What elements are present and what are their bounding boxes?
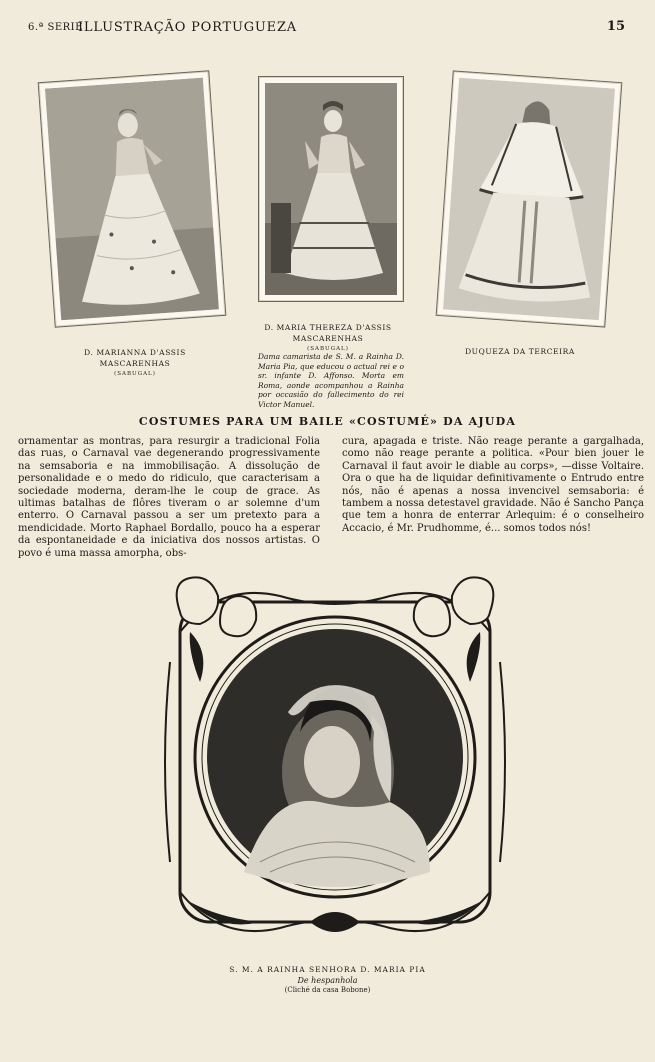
caption-marianna: [60, 347, 210, 380]
caption-maria-thereza: [240, 322, 416, 355]
caption-note: Dama camarista de S. M. a Rainha D. Maria Pia, que educou o actual rei e o sr. infante D. Affonso. Morta em Roma, aonde acompanhou a Rainha por occasião do fallecimento do rei Victor Manuel.: [258, 352, 404, 409]
figure-illustration: [45, 78, 219, 320]
caption-sub: (SABUGAL): [114, 371, 156, 377]
magazine-title: ILLUSTRAÇÃO PORTUGUEZA: [78, 20, 297, 35]
photo-maria-thereza: [258, 76, 404, 302]
figure-illustration: [443, 78, 615, 320]
photo-marianna: [38, 70, 227, 327]
portrait-subcaption: De hespanhola: [297, 976, 358, 985]
section-title: COSTUMES PARA UM BAILE «COSTUMÉ» DA AJUDA: [138, 415, 517, 428]
caption-name-2: MASCARENHAS: [292, 334, 364, 343]
article-column-1: ornamentar as montras, para resurgir a tradicional Folia das ruas, o Carnaval vae degenerando progressivamente na semsaboria e na immobilisação. A dissolução de personalidade e o medo do ridiculo, que caracterisam a sociedade moderna, deram-lhe le coup de grace. As ultimas batalhas de flôres tiveram o ar solemne d'um enterro. O Carnaval passou a ser um pretexto para a mendicidade. Morto Raphael Bordallo, pouco ha a esperar da espontaneidade e da iniciativa dos nossos artistas. O povo é uma massa amorpha, obs-: [18, 436, 320, 559]
caption-name: D. MARIANNA D'ASSIS: [84, 348, 186, 357]
caption-name: DUQUEZA DA TERCEIRA: [465, 347, 575, 356]
portrait-caption: S. M. A RAINHA SENHORA D. MARIA PIA: [229, 965, 426, 974]
photo-duqueza-terceira: [436, 70, 623, 327]
ornamental-frame: [160, 572, 510, 952]
caption-name-2: MASCARENHAS: [99, 359, 171, 368]
article-column-2: cura, apagada e triste. Não reage perante a gargalhada, como não reage perante a politica. «Pour bien jouer le Carnaval il faut avoir le diable au corps», —disse Voltaire. Ora o que ha de liquidar definitivamente o Entrudo entre nós, não é apenas a nossa invencivel semsaboria: é tambem a nossa detestavel gravidade. Não é Sancho Pança que tem a honra de enterrar Arlequim: é o conselheiro Accacio, é Mr. Prudhomme, é... somos todos nós!: [342, 436, 644, 534]
caption-name: D. MARIA THEREZA D'ASSIS: [264, 323, 392, 332]
page-number: 15: [606, 19, 625, 34]
caption-duqueza: [440, 346, 600, 357]
caption-sub: (SABUGAL): [307, 346, 349, 352]
portrait-credit: (Cliché da casa Bobone): [284, 986, 371, 994]
series-label: 6.ª SERIE: [28, 22, 83, 33]
figure-illustration: [265, 83, 397, 295]
